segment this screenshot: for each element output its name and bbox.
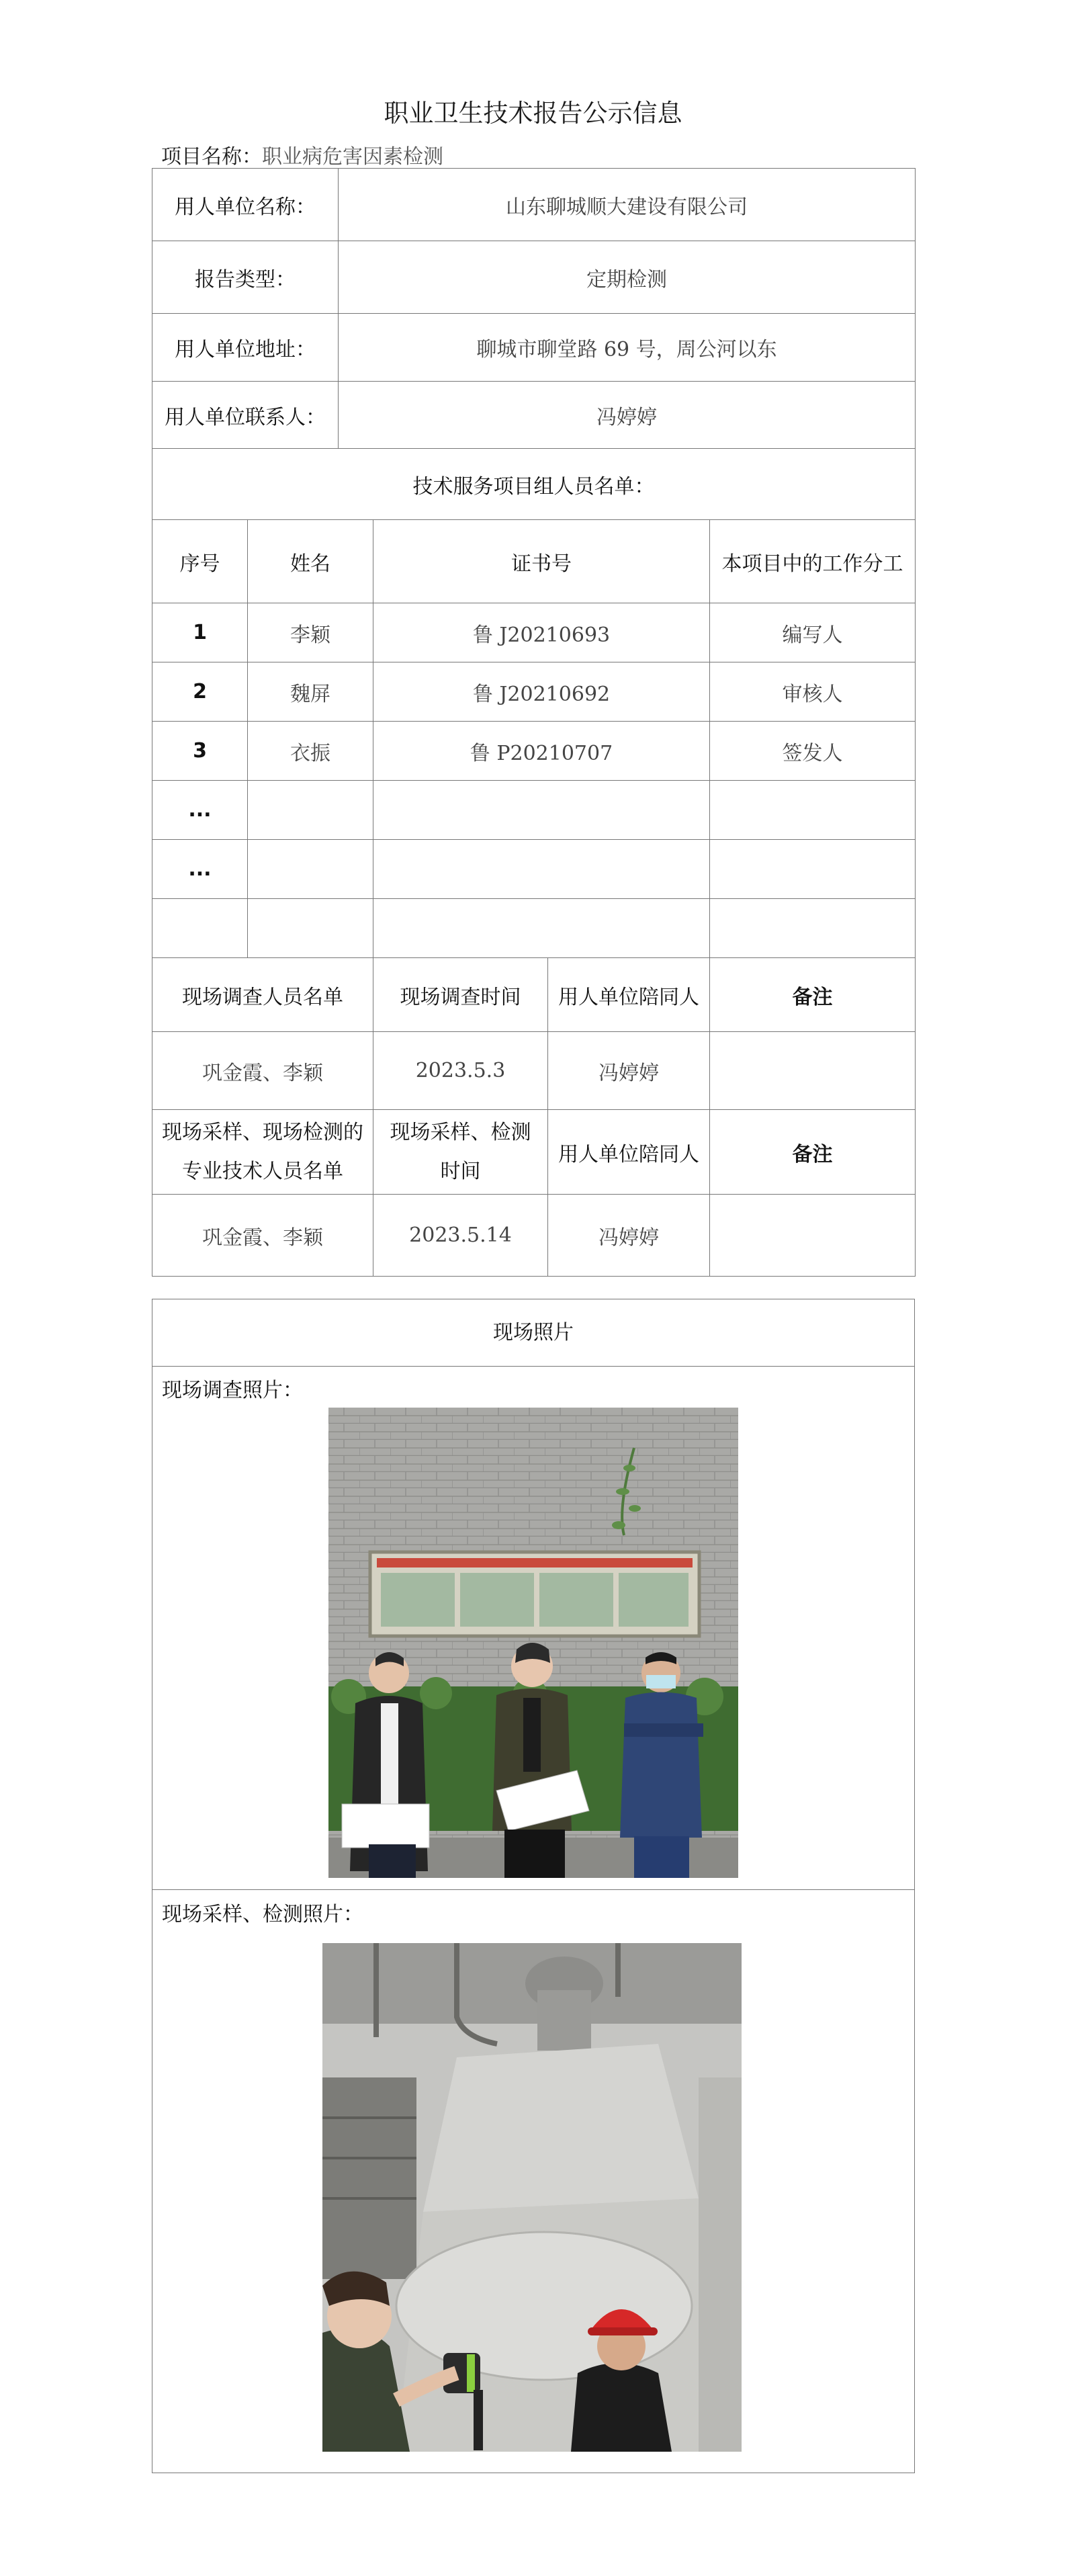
col-header-no: 序号 (152, 520, 248, 603)
report-type-label: 报告类型： (152, 241, 339, 314)
table-row (152, 662, 916, 722)
project-name (161, 140, 443, 169)
sampling-data-row (152, 1195, 916, 1277)
survey-staff-header: 现场调查人员名单 (152, 958, 373, 1032)
sampling-remark (710, 1195, 916, 1277)
sampling-time: 2023.5.14 (373, 1195, 548, 1277)
sampling-escort: 冯婷婷 (548, 1195, 710, 1277)
sampling-time-header (373, 1110, 548, 1195)
row-role (710, 840, 916, 899)
survey-data-row (152, 1032, 916, 1110)
row-no: ... (152, 781, 248, 840)
row-name: 衣振 (248, 722, 373, 781)
table-row (152, 603, 916, 662)
col-header-cert: 证书号 (373, 520, 710, 603)
sampling-staff-header-line1: 现场采样、现场检测的 (162, 1120, 363, 1144)
row-role: 签发人 (710, 722, 916, 781)
survey-remark (710, 1032, 916, 1110)
team-header-row (152, 520, 916, 603)
report-type-value: 定期检测 (339, 241, 916, 314)
info-row-report-type (152, 241, 916, 314)
sampling-photo-label: 现场采样、检测照片： (162, 1903, 363, 1926)
row-no: ... (152, 840, 248, 899)
row-name (248, 899, 373, 958)
row-cert (373, 899, 710, 958)
table-row (152, 899, 916, 958)
row-cert (373, 781, 710, 840)
survey-time: 2023.5.3 (373, 1032, 548, 1110)
photos-heading: 现场照片 (152, 1299, 914, 1367)
survey-remark-header: 备注 (710, 958, 916, 1032)
project-value: 职业病危害因素检测 (262, 145, 443, 169)
company-value: 山东聊城顺大建设有限公司 (339, 169, 916, 241)
row-no: 2 (152, 662, 248, 722)
row-no (152, 899, 248, 958)
sampling-escort-header: 用人单位陪同人 (548, 1110, 710, 1195)
info-row-company (152, 169, 916, 241)
info-row-contact (152, 382, 916, 449)
table-row (152, 781, 916, 840)
address-value: 聊城市聊堂路 69 号，周公河以东 (339, 314, 916, 382)
sampling-staff-header-line2: 专业技术人员名单 (182, 1159, 343, 1183)
survey-header-row (152, 958, 916, 1032)
survey-photo-label: 现场调查照片： (162, 1379, 303, 1402)
row-no: 3 (152, 722, 248, 781)
site-photos-section (152, 1299, 915, 2473)
sampling-staff: 巩金霞、李颖 (152, 1195, 373, 1277)
col-header-name: 姓名 (248, 520, 373, 603)
row-role (710, 899, 916, 958)
sampling-header-row (152, 1110, 916, 1195)
sampling-time-header-line2: 时间 (440, 1159, 481, 1183)
survey-escort-header: 用人单位陪同人 (548, 958, 710, 1032)
row-role: 编写人 (710, 603, 916, 662)
survey-time-header: 现场调查时间 (373, 958, 548, 1032)
row-name: 魏屏 (248, 662, 373, 722)
row-cert: 鲁 J20210692 (373, 662, 710, 722)
row-name (248, 840, 373, 899)
survey-photo (328, 1408, 738, 1878)
address-label: 用人单位地址： (152, 314, 339, 382)
project-label: 项目名称： (161, 145, 262, 169)
survey-escort: 冯婷婷 (548, 1032, 710, 1110)
row-role (710, 781, 916, 840)
row-role: 审核人 (710, 662, 916, 722)
row-cert: 鲁 J20210693 (373, 603, 710, 662)
sampling-photo-divider (152, 1889, 914, 1890)
table-row (152, 840, 916, 899)
sampling-time-header-line1: 现场采样、检测 (390, 1120, 531, 1144)
row-name: 李颖 (248, 603, 373, 662)
report-info-table (152, 168, 916, 1277)
row-name (248, 781, 373, 840)
table-row (152, 722, 916, 781)
info-row-address (152, 314, 916, 382)
survey-staff: 巩金霞、李颖 (152, 1032, 373, 1110)
sampling-remark-header: 备注 (710, 1110, 916, 1195)
team-heading: 技术服务项目组人员名单： (152, 449, 916, 520)
row-cert (373, 840, 710, 899)
page-title: 职业卫生技术报告公示信息 (384, 99, 682, 128)
row-no: 1 (152, 603, 248, 662)
company-label: 用人单位名称： (152, 169, 339, 241)
contact-label: 用人单位联系人： (152, 382, 339, 449)
team-heading-row (152, 449, 916, 520)
row-cert: 鲁 P20210707 (373, 722, 710, 781)
col-header-role: 本项目中的工作分工 (710, 520, 916, 603)
contact-value: 冯婷婷 (339, 382, 916, 449)
sampling-staff-header (152, 1110, 373, 1195)
sampling-photo (322, 1943, 742, 2452)
